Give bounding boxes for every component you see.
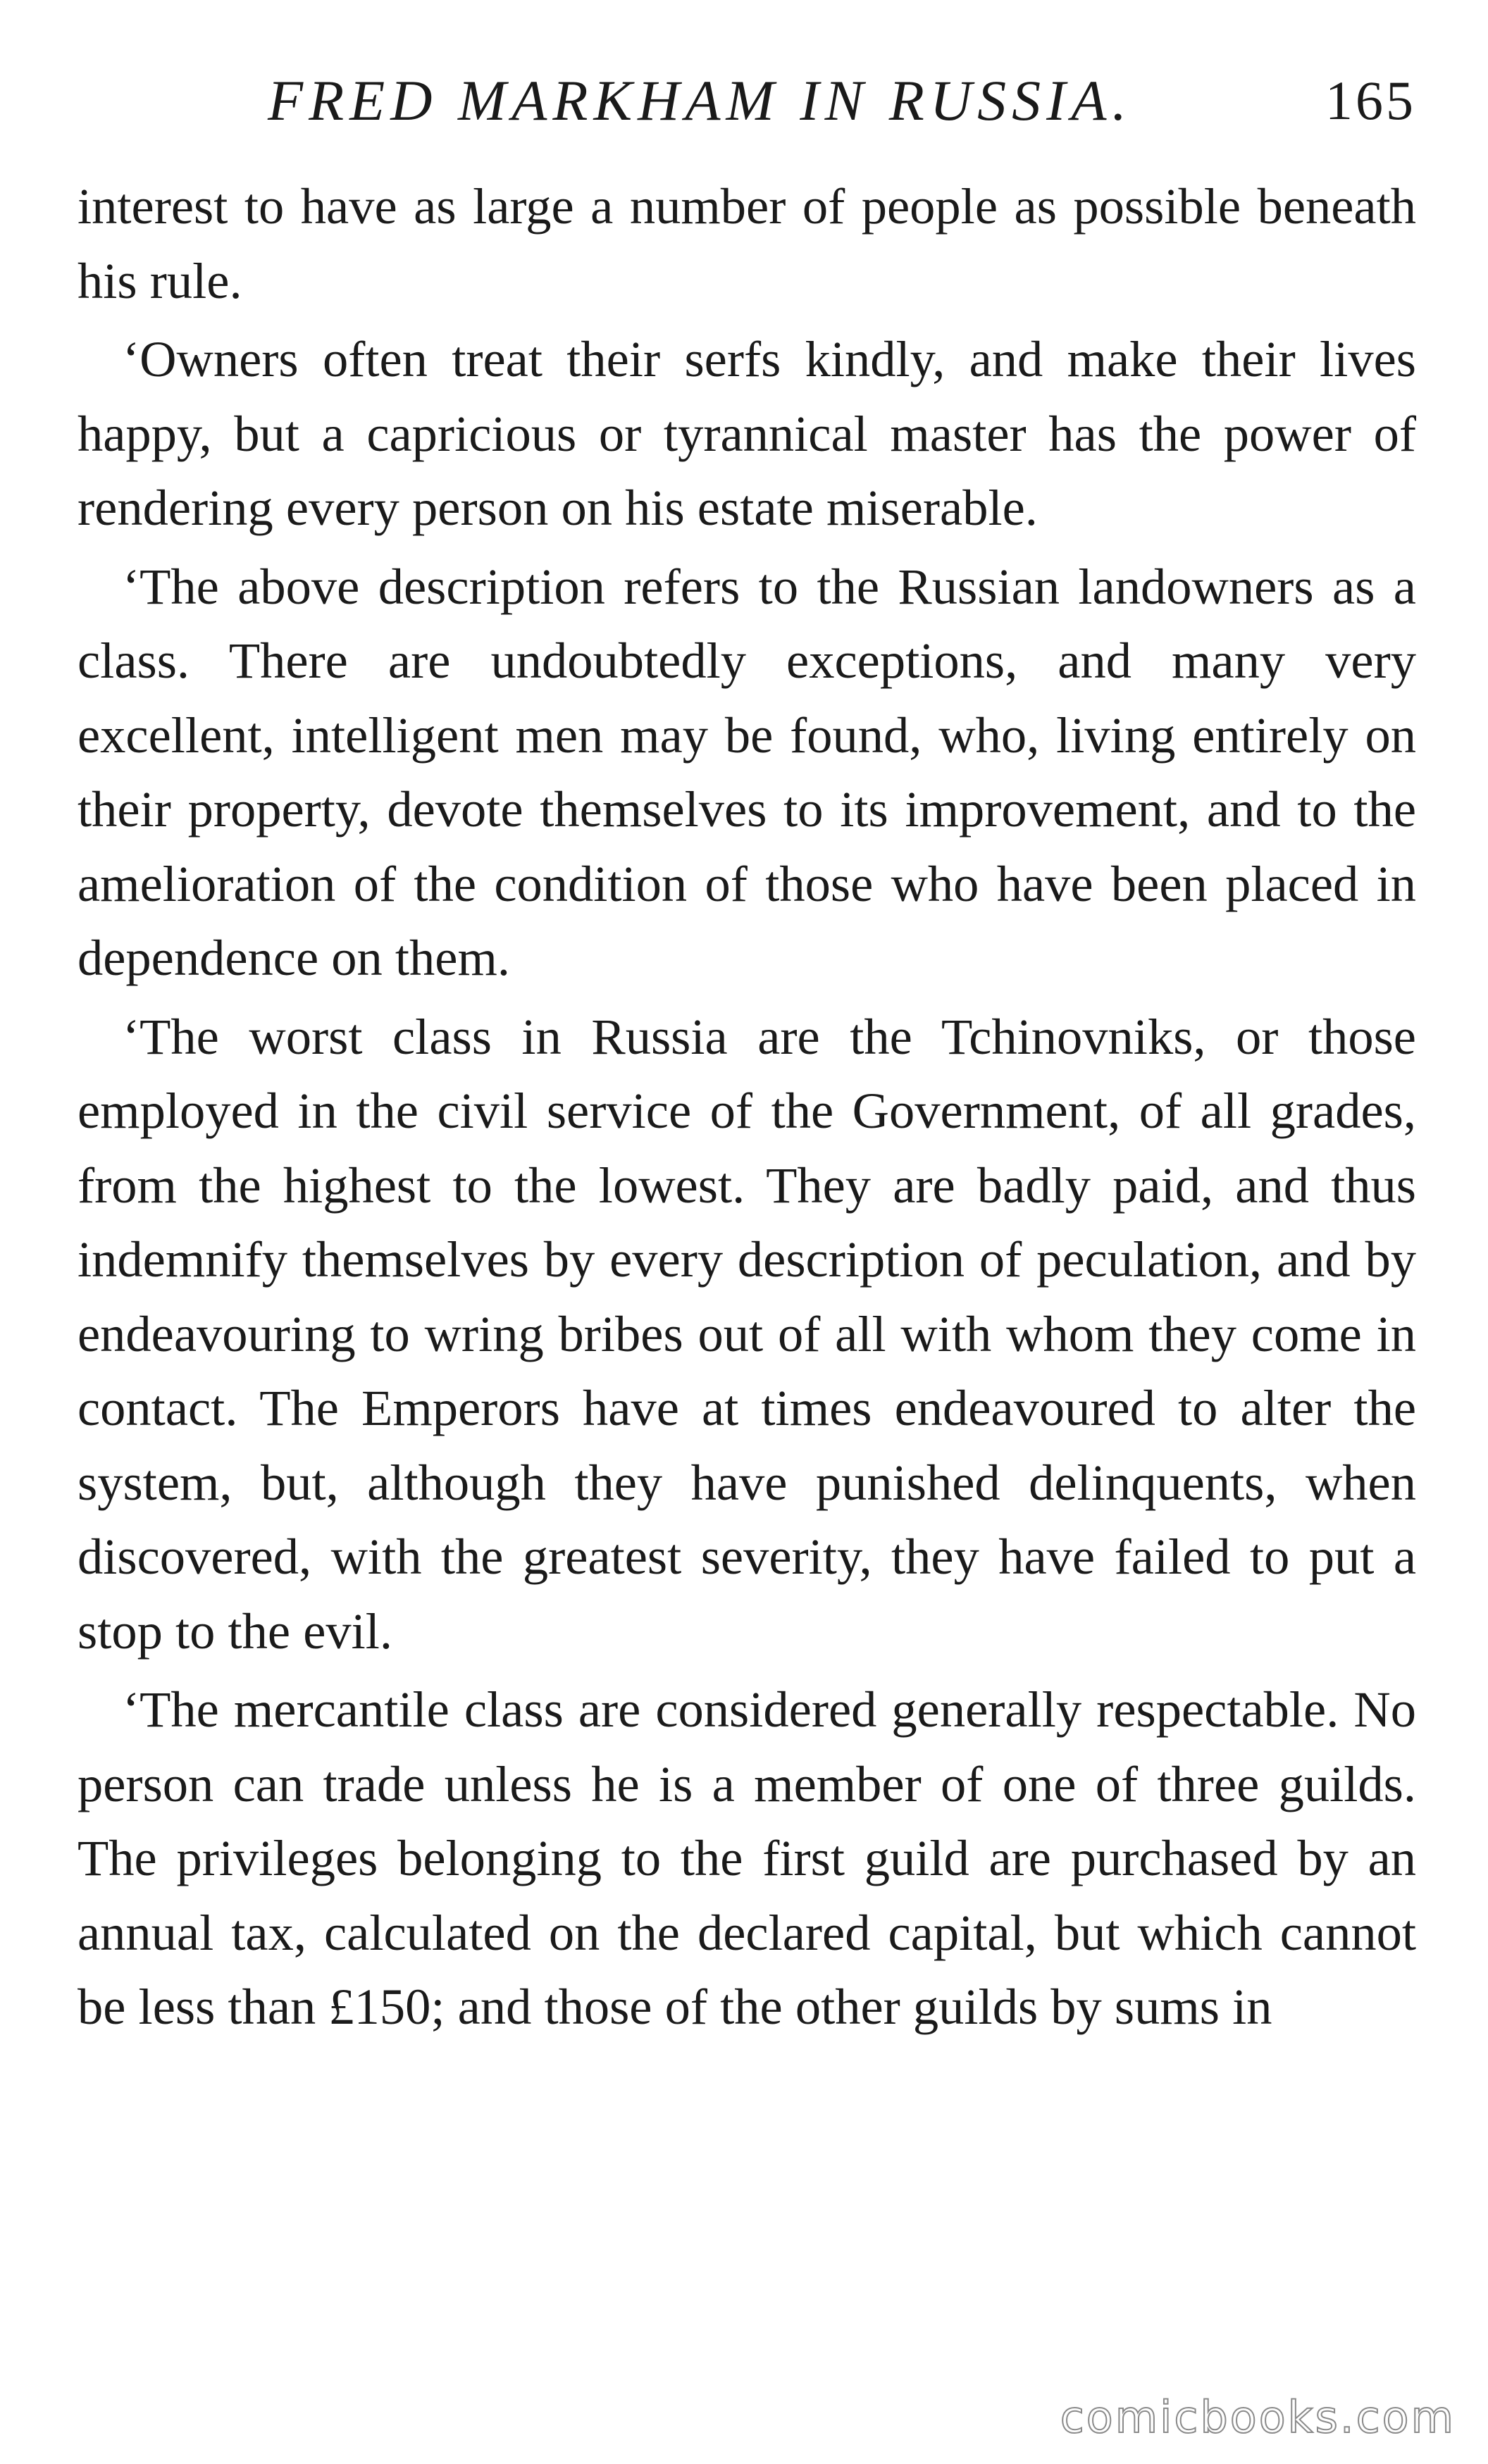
paragraph-tchinovniks: ‘The worst class in Russia are the Tchinovniks, or those employed in the civil service of the Government, of all grades, from the highest to the lowest. They are badly paid, and thus indemnify themselves by every description of peculation, and by endeavouring to wring bribes out of all with whom they come in contact. The Emperors have at times endeavoured to alter the system, but, although they have punished delinquents, when discovered, with the greatest severity, they have failed to put a stop to the evil. (78, 1007, 1416, 1660)
running-title: FRED MARKHAM IN RUSSIA. (268, 68, 1132, 132)
paragraph-continuation: interest to have as large a number of people as possible beneath his rule. (78, 178, 1416, 309)
paragraph-landowners: ‘The above description refers to the Russian landowners as a class. There are undoubtedly exceptions, and many very excellent, intelligent men may be found, who, living entirely on their property, devote themselves to its improvement, and to the amelioration of the condition of those who have been placed in dependence on them. (78, 557, 1416, 986)
paragraph-mercantile-class: ‘The mercantile class are considered generally respectable. No person can trade unless he is a member of one of three guilds. The privileges belonging to the first guild are purchased by an annual tax, calculated on the declared capital, but which cannot be less than £150; and those of the other guilds by sums in (78, 1681, 1416, 2035)
page-number: 165 (1325, 70, 1416, 131)
paragraph-serf-owners: ‘Owners often treat their serfs kindly, and make their lives happy, but a capricious or tyrannical master has the power of rendering every person on his estate miserable. (78, 330, 1416, 536)
running-header (268, 62, 1416, 139)
watermark-logo: comicbooks.com (1060, 2391, 1456, 2443)
body-text (78, 169, 1416, 2048)
